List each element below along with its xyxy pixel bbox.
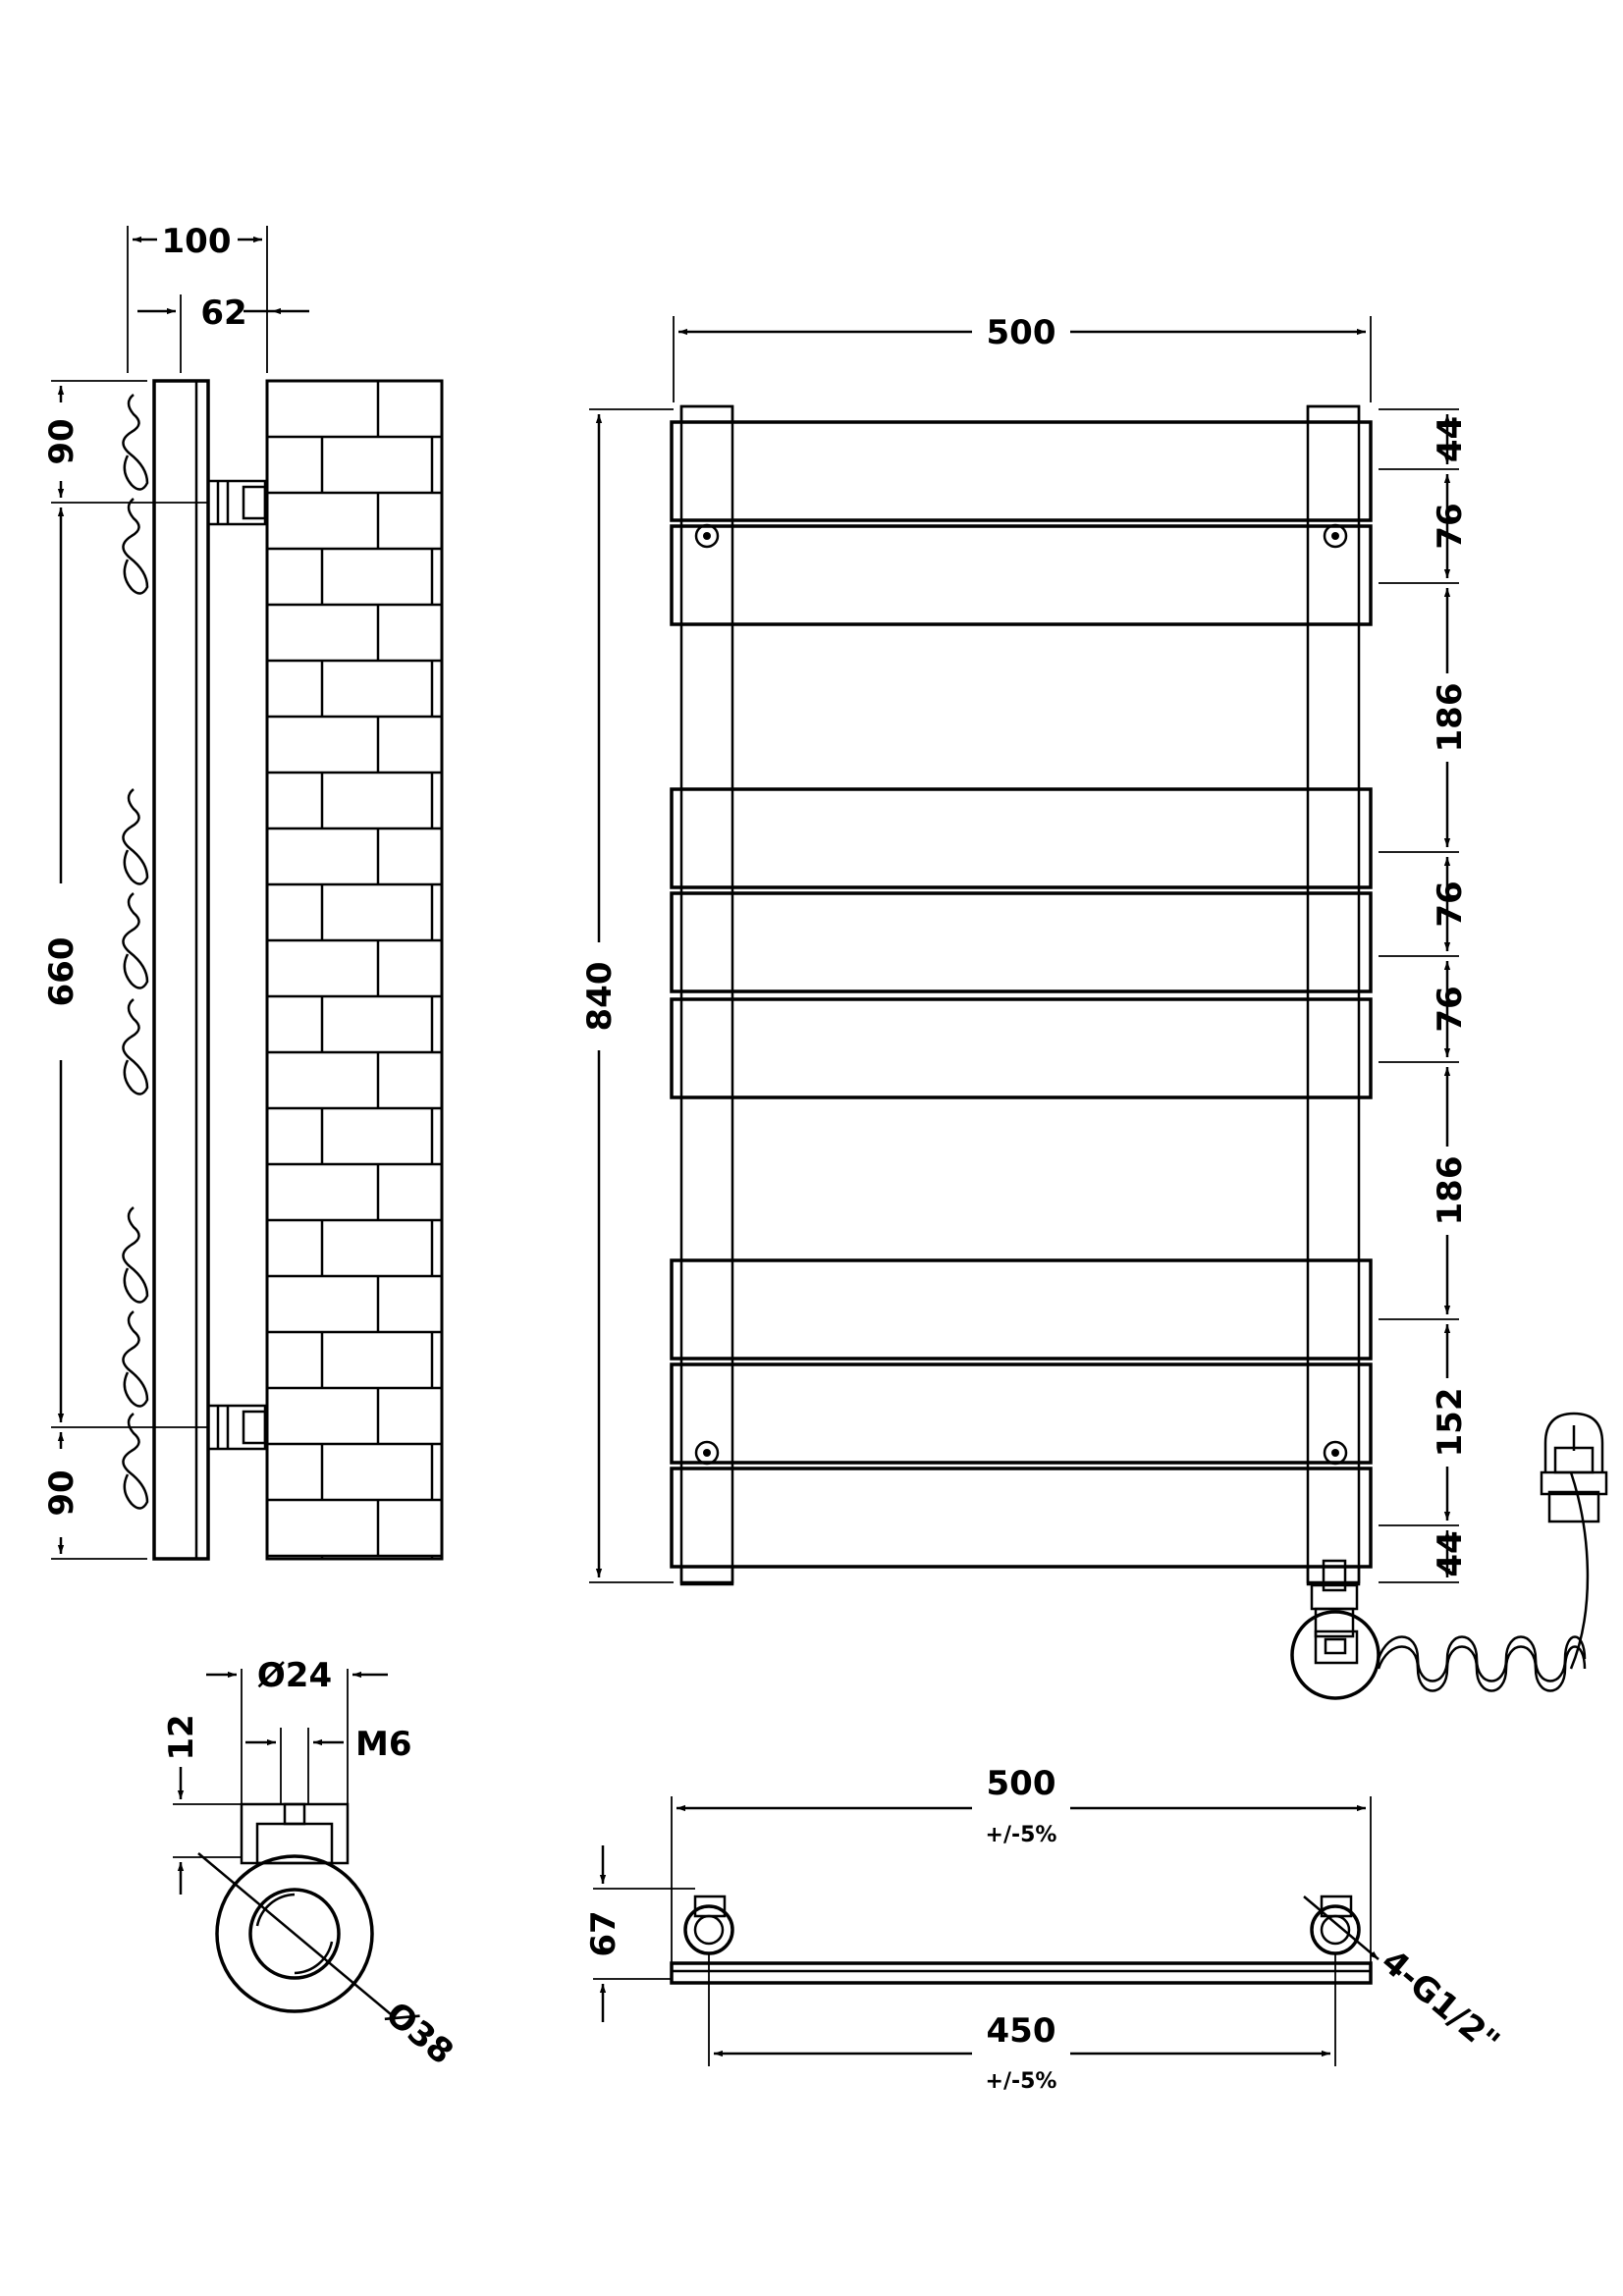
gap-dim-label: 44	[1431, 1530, 1470, 1577]
bottom-panel	[672, 1963, 1371, 1983]
connections-label: 4-G1/2"	[1374, 1942, 1507, 2062]
bracket-detail	[162, 1656, 460, 2072]
dim-screw-label: M6	[355, 1725, 412, 1764]
bar-profile	[123, 1311, 147, 1407]
front-view	[580, 313, 1606, 1698]
gap-dim-label: 152	[1431, 1387, 1470, 1458]
gap-dim-label: 44	[1431, 415, 1470, 463]
dim-bracket-spacing-label: 660	[42, 936, 81, 1007]
towel-bar	[672, 789, 1371, 887]
dim-depth-total-label: 100	[161, 222, 232, 261]
towel-bar	[672, 1260, 1371, 1359]
dim-pipe-dia-label: Ø24	[256, 1656, 333, 1695]
bottom-view	[584, 1764, 1507, 2094]
dim-depth-wall-label: 62	[200, 294, 247, 333]
dim-centres-label: 450	[986, 2011, 1056, 2051]
bar-profile	[123, 499, 147, 594]
bar-profile	[123, 1207, 147, 1303]
bar-profile	[123, 999, 147, 1095]
dim-bottom-offset-label: 90	[42, 1469, 81, 1517]
dim-cover-dia-label: Ø38	[378, 1994, 461, 2073]
towel-bars	[672, 406, 1371, 1582]
radiator-side-profile	[154, 381, 208, 1559]
dim-depth-label: 12	[162, 1714, 201, 1761]
towel-bar	[672, 1364, 1371, 1463]
gap-dim-label: 76	[1431, 881, 1470, 928]
dim-front-height-label: 840	[580, 961, 620, 1032]
dim-top-offset-label: 90	[42, 418, 81, 465]
plug-icon	[1542, 1414, 1606, 1522]
towel-bar	[672, 999, 1371, 1097]
mounting-bolts	[696, 525, 1346, 1464]
towel-bar	[672, 893, 1371, 991]
dim-front-height	[580, 409, 674, 1582]
valve-left	[685, 1896, 732, 1953]
valve-right	[1312, 1896, 1359, 1953]
gap-dim-label: 186	[1431, 1155, 1470, 1226]
upright-right	[1308, 406, 1359, 1584]
brick-wall	[267, 381, 442, 1559]
towel-bar	[672, 1468, 1371, 1567]
dim-projection-label: 67	[584, 1910, 623, 1957]
gap-dim-label: 76	[1431, 503, 1470, 550]
bar-profiles	[123, 395, 147, 1509]
bar-profile	[123, 395, 147, 490]
side-view	[42, 222, 442, 1559]
gap-dim-label: 76	[1431, 986, 1470, 1033]
dim-bottom-width-label: 500	[986, 1764, 1056, 1803]
dim-centres-tolerance: +/-5%	[985, 2069, 1057, 2094]
dim-depth-wall	[137, 294, 309, 373]
dim-front-width-label: 500	[986, 313, 1056, 352]
dim-bottom-width-tolerance: +/-5%	[985, 1823, 1057, 1847]
towel-bar	[672, 526, 1371, 624]
dim-bar-gaps	[1379, 409, 1470, 1582]
towel-bar	[672, 422, 1371, 520]
wall-bracket-bottom	[208, 1406, 265, 1449]
bar-profile	[123, 893, 147, 988]
gap-dim-label: 186	[1431, 682, 1470, 753]
wall-bracket-top	[208, 481, 265, 524]
bar-profile	[123, 789, 147, 884]
dim-front-width	[674, 313, 1371, 402]
upright-left	[681, 406, 732, 1584]
